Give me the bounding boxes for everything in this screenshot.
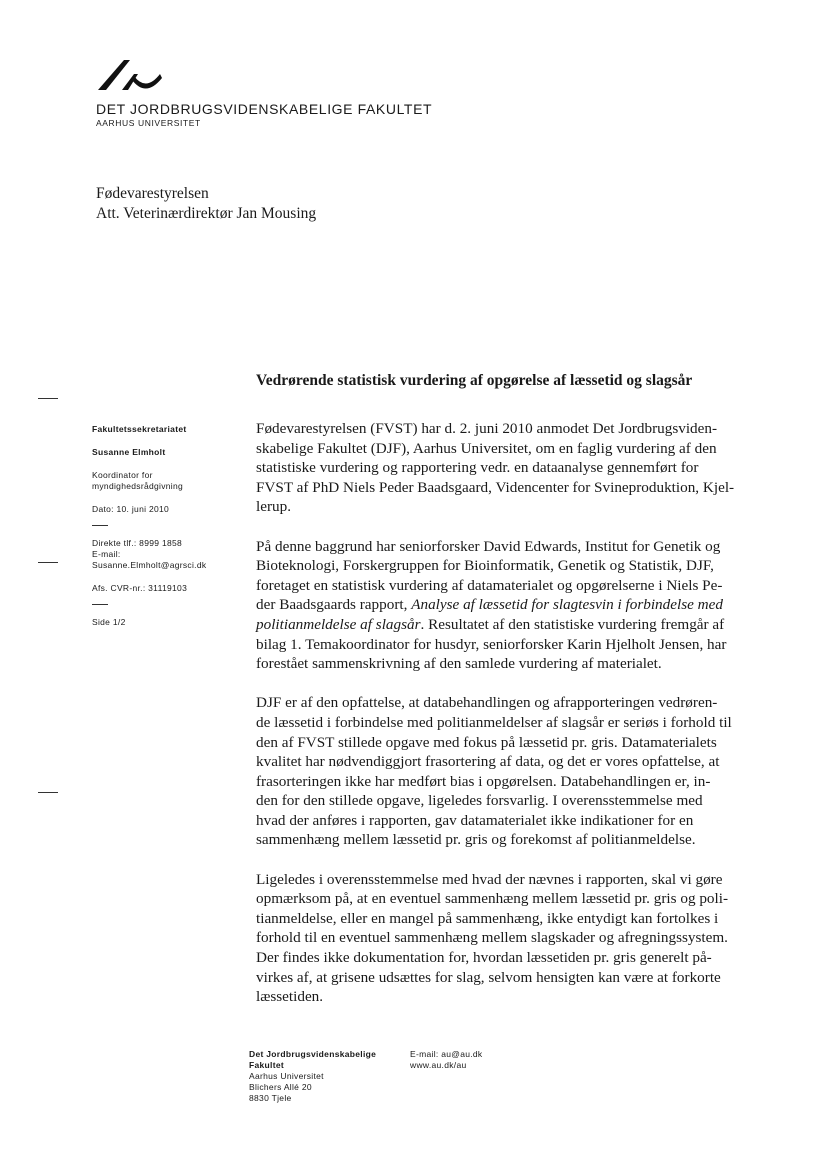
fold-mark [38,562,58,563]
paragraph [256,870,756,1007]
text-line: læssetiden. [256,988,324,1006]
sidebar-rule [92,525,108,526]
text-line: Fødevarestyrelsen (FVST) har d. 2. juni 2010 anmodet Det Jordbrugsviden- [256,420,718,437]
text-line: bilag 1. Temakoordinator for husdyr, seniorforsker Karin Hjelholt Jensen, har [256,635,727,653]
text-line: FVST af PhD Niels Peder Baadsgaard, Videncenter for Svineproduktion, Kjel- [256,478,735,496]
sender-cvr: Afs. CVR-nr.: 31119103 [92,583,188,593]
text-line: statistiske vurdering og rapportering vedr. en dataanalyse gennemført for [256,459,699,477]
text-line: skabelige Fakultet (DJF), Aarhus Universitet, om en faglig vurdering af den [256,439,717,457]
text-line: forestået sammenskrivning af den samlede vurdering af materialet. [256,655,662,673]
footer-address [249,1049,376,1104]
text-run: der Baadsgaards rapport, [256,596,412,614]
report-title: politianmeldelse af slagsår [256,615,421,633]
footer-contact [410,1049,482,1071]
footer-university: Aarhus Universitet [249,1071,324,1081]
recipient-line: Att. Veterinærdirektør Jan Mousing [96,205,317,222]
text-line [256,615,756,635]
footer-org: Fakultet [249,1060,284,1070]
sender-role: Koordinator for [92,470,153,480]
text-line: På denne baggrund har seniorforsker David Edwards, Institut for Genetik og [256,537,721,555]
footer-email: E-mail: au@au.dk [410,1049,483,1059]
text-line: virkes af, at grisene udsættes for slag, selvom hensigten kan være at forkorte [256,968,721,986]
fold-mark [38,398,58,399]
text-line [256,595,756,615]
sender-email-label: E-mail: [92,549,121,559]
sender-department: Fakultetssekretariatet [92,424,187,434]
text-line: Ligeledes i overensstemmelse med hvad der nævnes i rapporten, skal vi gøre [256,870,723,888]
footer-city: 8830 Tjele [249,1093,292,1103]
paragraph [256,419,756,517]
text-line: opmærksom på, at en eventuel sammenhæng mellem læssetid pr. gris og poli- [256,890,729,908]
fold-mark [38,792,58,793]
sidebar-rule [92,604,108,605]
text-line: hvad der anføres i rapporten, gav datamaterialet ikke indikationer for en [256,811,694,829]
text-line: tianmeldelse, eller en mangel på sammenhæng, ikke entydigt kan fortolkes i [256,909,719,927]
text-line: frasorteringen ikke har medført bias i opgørelsen. Databehandlingen er, in- [256,772,711,790]
text-line: de læssetid i forbindelse med politianmeldelser af slagsår er seriøs i forhold til [256,713,732,731]
sender-role: myndighedsrådgivning [92,481,184,491]
letter-date: Dato: 10. juni 2010 [92,504,170,514]
recipient-block [96,184,316,224]
faculty-name: DET JORDBRUGSVIDENSKABELIGE FAKULTET [96,101,433,117]
sender-phone: Direkte tlf.: 8999 1858 [92,538,183,548]
sender-sidebar [92,424,242,628]
text-run: . Resultatet af den statistiske vurdering fremgår af [420,615,725,633]
text-line: DJF er af den opfattelse, at databehandlingen og afrapporteringen vedrøren- [256,694,718,712]
page-number: Side 1/2 [92,617,126,627]
text-line: kvalitet har nødvendiggjort frasortering af data, og det er vores opfattelse, at [256,753,720,771]
text-line: Bioteknologi, Forskergruppen for Bioinformatik, Genetik og Statistik, DJF, [256,557,714,575]
text-line: forhold til en eventuel sammenhæng mellem slagskader og afregningssystem. [256,929,728,947]
text-line: den af FVST stillede opgave med fokus på læssetid pr. gris. Datamaterialets [256,733,717,751]
footer-org: Det Jordbrugsvidenskabelige [249,1049,377,1059]
letter-body [256,419,756,1026]
text-line: Der findes ikke dokumentation for, hvordan læssetiden pr. gris generelt på- [256,949,712,967]
au-logo-icon [96,56,162,94]
footer-street: Blichers Allé 20 [249,1082,312,1092]
paragraph [256,693,756,850]
text-line: lerup. [256,498,292,516]
text-line: foretaget en statistisk vurdering af datamaterialet og opgørelserne i Niels Pe- [256,576,723,594]
paragraph [256,537,756,674]
text-line: sammenhæng mellem læssetid pr. gris og forekomst af politianmeldelse. [256,831,696,849]
university-name: AARHUS UNIVERSITET [96,118,201,128]
sender-email: Susanne.Elmholt@agrsci.dk [92,560,207,570]
sender-name: Susanne Elmholt [92,447,166,457]
footer-web: www.au.dk/au [410,1060,467,1070]
letter-subject: Vedrørende statistisk vurdering af opgørelse af læssetid og slagsår [256,372,693,389]
recipient-line: Fødevarestyrelsen [96,185,209,202]
text-line: den for den stillede opgave, ligeledes forsvarlig. I overensstemmelse med [256,792,703,810]
report-title: Analyse af læssetid for slagtesvin i forbindelse med [411,596,723,614]
